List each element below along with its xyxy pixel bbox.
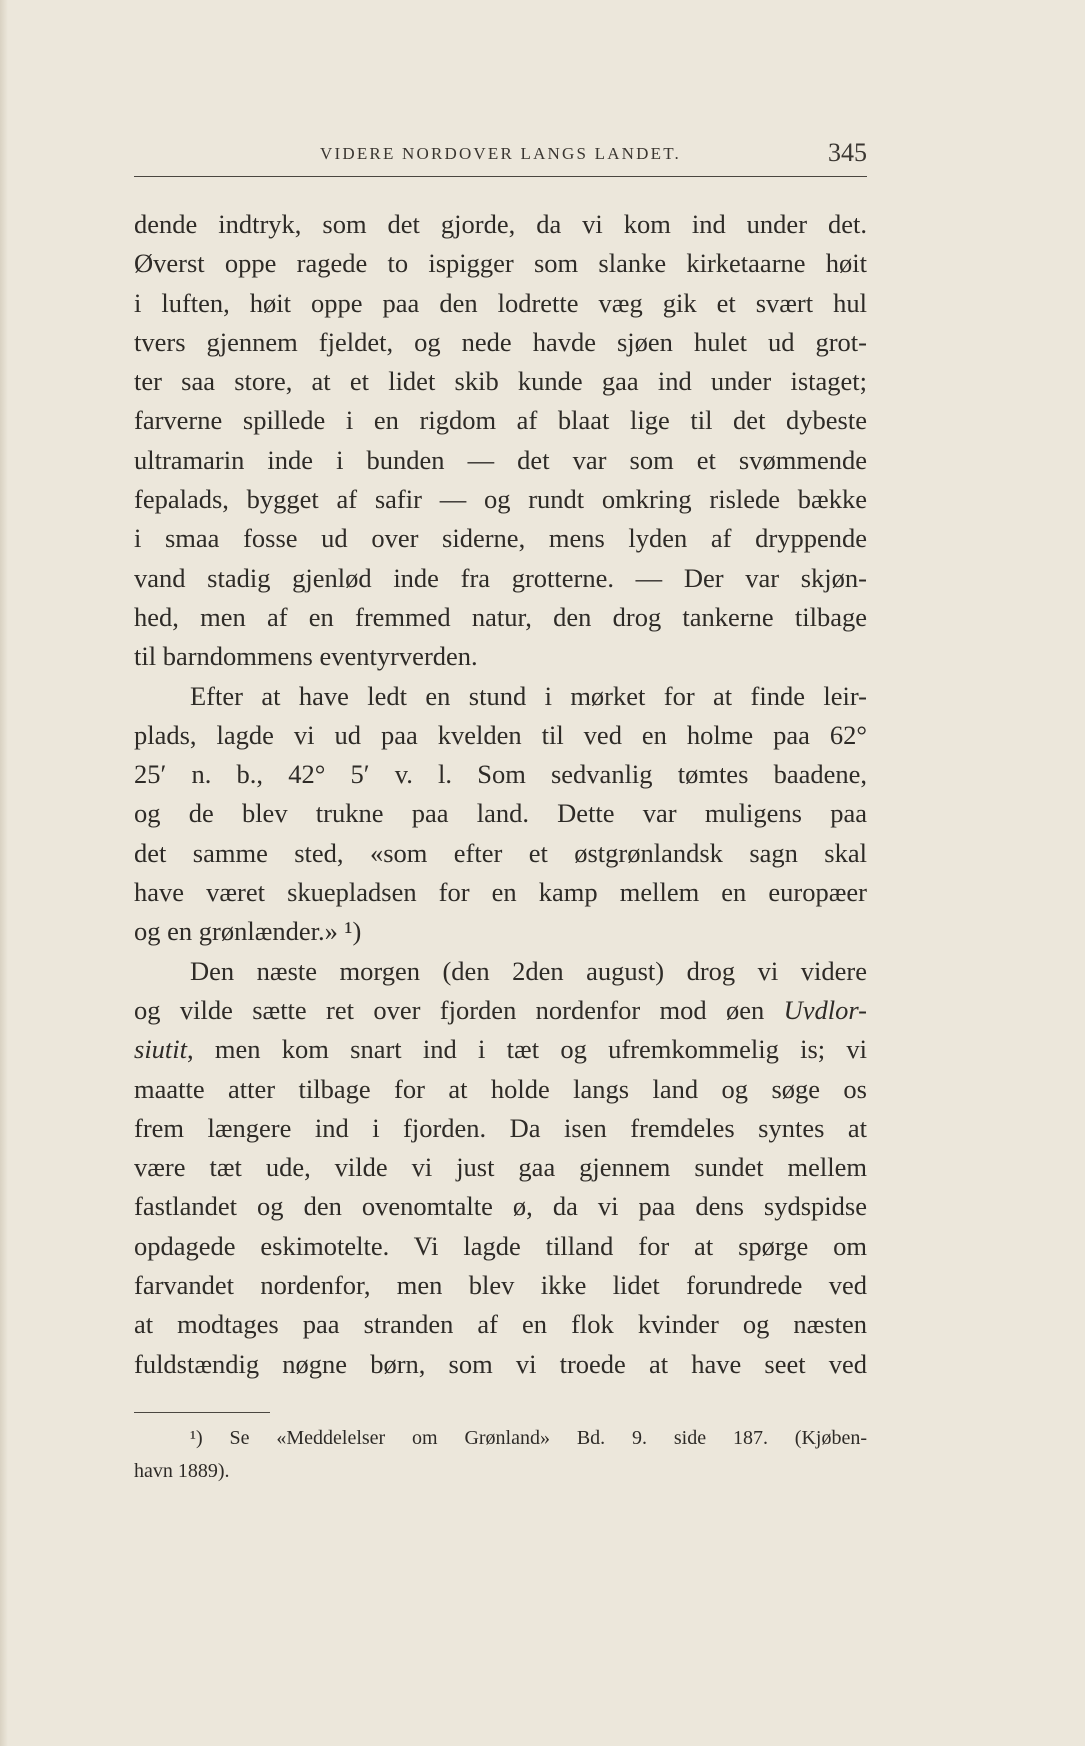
text-line: maatte atter tilbage for at holde langs land og søge os (134, 1073, 867, 1104)
footnote-line: ¹) Se «Meddelelser om Grønland» Bd. 9. side 187. (Kjøben- (190, 1427, 867, 1449)
page-header (134, 138, 867, 174)
text-line: i smaa fosse ud over siderne, mens lyden af dryppende (134, 523, 867, 554)
text-line: Øverst oppe ragede to ispigger som slanke kirketaarne høit (134, 248, 867, 279)
text-line: fepalads, bygget af safir — og rundt omkring rislede bække (134, 484, 867, 515)
text-line: være tæt ude, vilde vi just gaa gjennem sundet mellem (134, 1152, 867, 1183)
text-line: i luften, høit oppe paa den lodrette væg gik et svært hul (134, 287, 867, 318)
text-line: og en grønlænder.» ¹) (134, 916, 362, 947)
footnote (134, 1422, 867, 1488)
text-line: fuldstændig nøgne børn, som vi troede at have seet ved (134, 1348, 867, 1379)
text-line: vand stadig gjenlød inde fra grotterne. — Der var skjøn- (134, 562, 867, 593)
text-line: det samme sted, «som efter et østgrønlandsk sagn skal (134, 837, 867, 868)
text-line: til barndommens eventyrverden. (134, 641, 478, 672)
footnote-rule (134, 1412, 270, 1413)
text-line: farverne spillede i en rigdom af blaat lige til det dybeste (134, 405, 867, 436)
text-line: fastlandet og den ovenomtalte ø, da vi paa dens sydspidse (134, 1191, 867, 1222)
text-line: farvandet nordenfor, men blev ikke lidet forundrede ved (134, 1270, 867, 1301)
text-line: og de blev trukne paa land. Dette var muligens paa (134, 798, 867, 829)
text-line: frem længere ind i fjorden. Da isen fremdeles syntes at (134, 1112, 867, 1143)
text-line: ter saa store, at et lidet skib kunde gaa ind under istaget; (134, 366, 867, 397)
page-edge-shadow (0, 0, 8, 1746)
text-line: hed, men af en fremmed natur, den drog tankerne tilbage (134, 601, 867, 632)
text-line: plads, lagde vi ud paa kvelden til ved en holme paa 62° (134, 719, 867, 750)
text-line: Efter at have ledt en stund i mørket for at finde leir- (190, 680, 867, 711)
running-head: VIDERE NORDOVER LANGS LANDET. (320, 144, 681, 163)
text-line: ultramarin inde i bunden — det var som et svømmende (134, 444, 867, 475)
page-number: 345 (828, 138, 867, 167)
text-line: at modtages paa stranden af en flok kvinder og næsten (134, 1309, 867, 1340)
footnote-line: havn 1889). (134, 1460, 230, 1482)
text-line: Den næste morgen (den 2den august) drog vi videre (190, 955, 867, 986)
text-line: have været skuepladsen for en kamp mellem en europæer (134, 877, 867, 908)
text-line: siutit, men kom snart ind i tæt og ufremkommelig is; vi (134, 1034, 867, 1065)
text-line: opdagede eskimotelte. Vi lagde tilland for at spørge om (134, 1230, 867, 1261)
header-rule (134, 176, 867, 177)
body-text (134, 205, 867, 1384)
text-line: og vilde sætte ret over fjorden nordenfor mod øen Uvdlor- (134, 994, 867, 1025)
text-line: dende indtryk, som det gjorde, da vi kom ind under det. (134, 209, 867, 239)
text-line: 25′ n. b., 42° 5′ v. l. Som sedvanlig tømtes baadene, (134, 759, 867, 790)
text-line: tvers gjennem fjeldet, og nede havde sjøen hulet ud grot- (134, 326, 867, 357)
